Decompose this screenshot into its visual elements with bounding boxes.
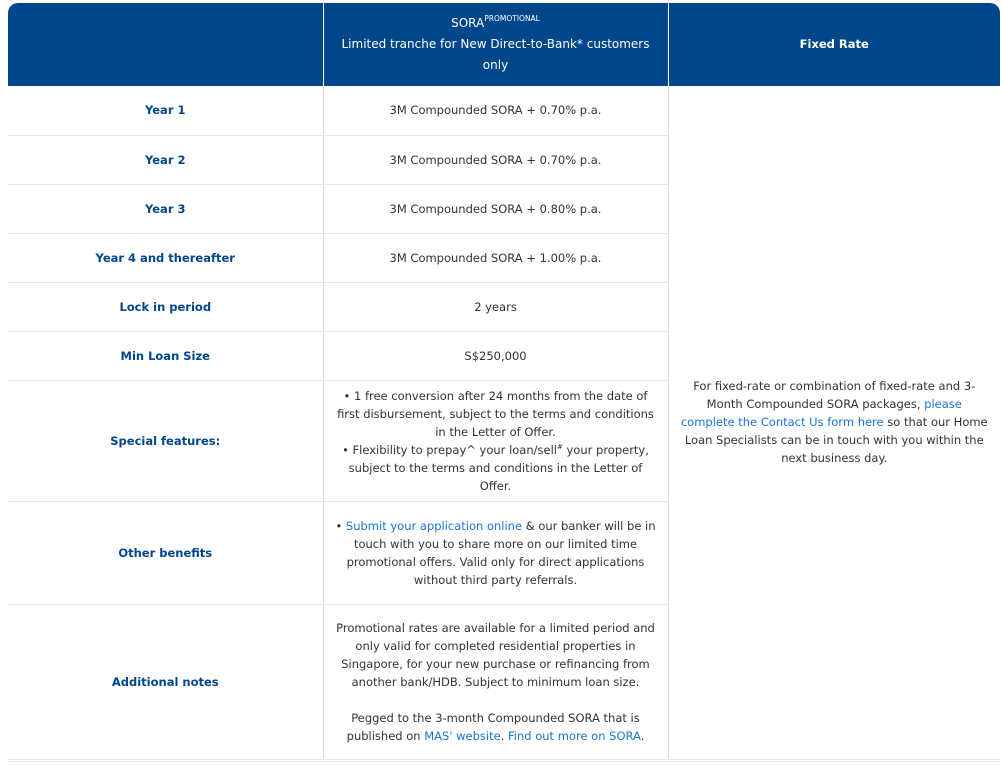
row-label: Min Loan Size — [8, 331, 323, 380]
row-value: 3M Compounded SORA + 0.70% p.a. — [323, 135, 668, 184]
rates-table — [8, 3, 1000, 760]
home-loan-rates-panel — [8, 3, 1000, 763]
table-bottom-divider — [8, 761, 1000, 762]
row-label: Year 3 — [8, 184, 323, 233]
other-benefits-text: & our banker will be in touch with you to share more on our limited time promotional offers. Valid only for direct applications without third party referrals. — [346, 518, 656, 587]
fixed-rate-info-cell — [668, 86, 1000, 759]
row-value: 2 years — [323, 282, 668, 331]
additional-notes-para2c: . — [640, 728, 645, 743]
header-fixed-rate-cell — [668, 3, 1000, 86]
header-label-cell — [8, 3, 323, 86]
header-sora-cell — [323, 3, 668, 86]
row-label: Lock in period — [8, 282, 323, 331]
row-value: 3M Compounded SORA + 0.70% p.a. — [323, 86, 668, 135]
contact-us-form-link[interactable]: please complete the Contact Us form here — [680, 397, 962, 430]
table-row — [8, 86, 1000, 135]
additional-notes-label: Additional notes — [8, 604, 323, 759]
fixed-rate-text-b: so that our Home Loan Specialists can be in touch with you within the next business day. — [684, 415, 988, 466]
fixed-rate-title: Fixed Rate — [799, 37, 869, 51]
special-features-value — [323, 380, 668, 501]
special-feature-hash: # — [556, 442, 563, 451]
row-label: Year 4 and thereafter — [8, 233, 323, 282]
mas-website-link[interactable]: MAS' website — [424, 728, 501, 743]
other-benefits-value — [323, 501, 668, 604]
additional-notes-para1: Promotional rates are available for a limited period and only valid for completed residential properties in Singapore, for your new purchase or refinancing from another bank/HDB. Subject to minimum loan size. — [336, 620, 655, 689]
row-value: 3M Compounded SORA + 0.80% p.a. — [323, 184, 668, 233]
table-header-row — [8, 3, 1000, 86]
special-feature-conversion: • 1 free conversion after 24 months from the date of first disbursement, subject to the terms and conditions in the Letter of Offer. — [337, 388, 654, 439]
find-out-more-sora-link[interactable]: Find out more on SORA — [508, 728, 641, 743]
additional-notes-value — [323, 604, 668, 759]
submit-application-link[interactable]: Submit your application online — [345, 518, 523, 533]
row-value: S$250,000 — [323, 331, 668, 380]
special-feature-prepay-b: your property, subject to the terms and conditions in the Letter of Offer. — [348, 442, 649, 493]
sora-subtitle: Limited tranche for New Direct-to-Bank* customers only — [341, 37, 650, 72]
other-benefits-bullet: • — [335, 518, 346, 533]
row-label: Year 1 — [8, 86, 323, 135]
row-value: 3M Compounded SORA + 1.00% p.a. — [323, 233, 668, 282]
additional-notes-para2b: . — [500, 728, 509, 743]
additional-notes-para2a: Pegged to the 3-month Compounded SORA that is published on — [346, 710, 640, 743]
special-features-label: Special features: — [8, 380, 323, 501]
sora-promotional-superscript: PROMOTIONAL — [484, 14, 540, 23]
other-benefits-label: Other benefits — [8, 501, 323, 604]
row-label: Year 2 — [8, 135, 323, 184]
special-feature-prepay-a: • Flexibility to prepay^ your loan/sell — [342, 442, 557, 457]
fixed-rate-text-a: For fixed-rate or combination of fixed-rate and 3-Month Compounded SORA packages, — [693, 379, 976, 412]
sora-title: SORA — [451, 16, 485, 30]
